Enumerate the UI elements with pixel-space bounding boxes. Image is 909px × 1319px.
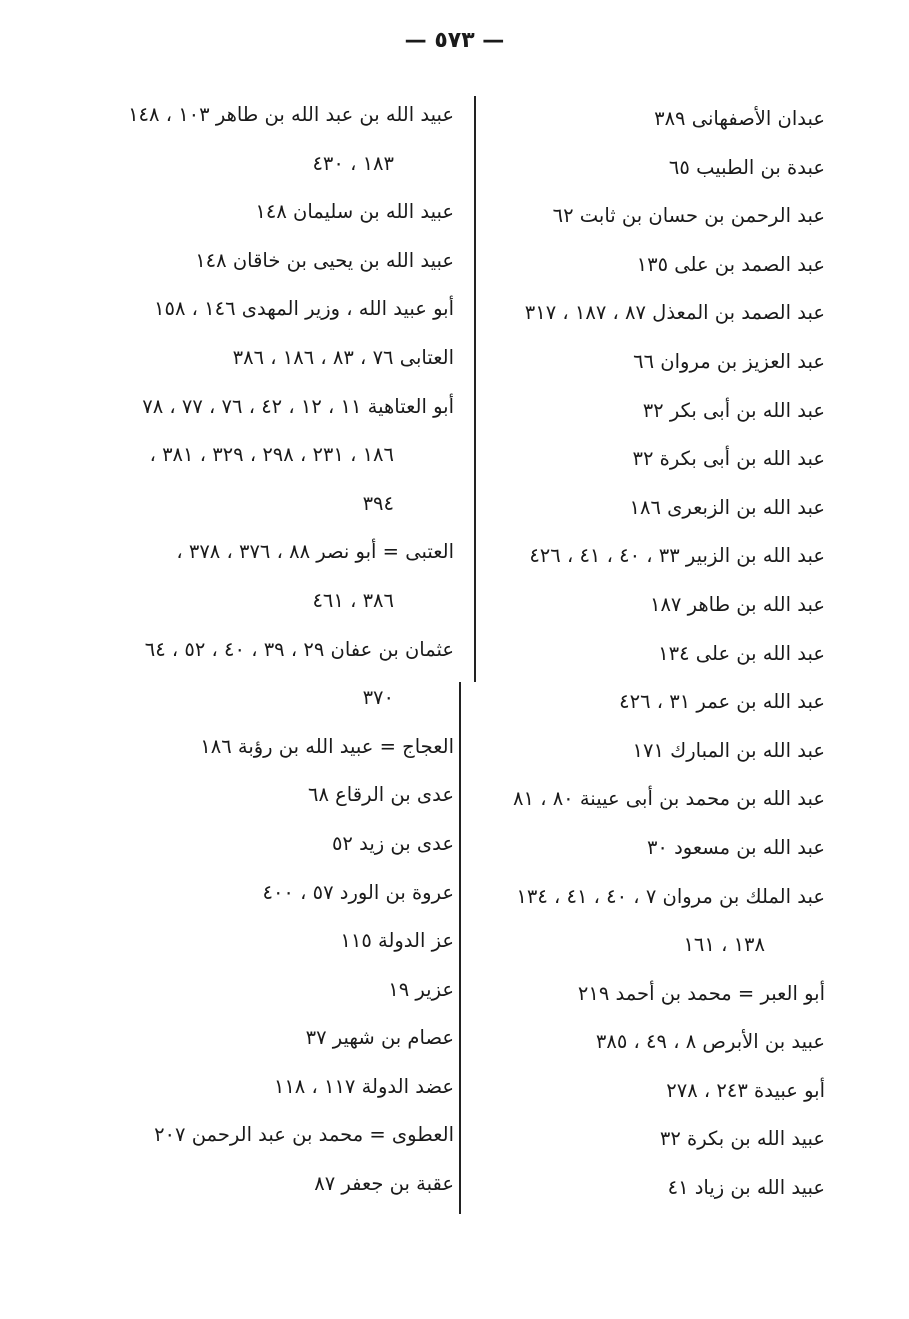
index-entry-continuation: ٣٧٠ — [362, 686, 394, 710]
index-entry: عبيد الله بن سليمان ١٤٨ — [255, 200, 454, 224]
index-entry: عدى بن زيد ٥٢ — [331, 831, 454, 855]
index-entry: عبيد الله بن يحيى بن خاقان ١٤٨ — [195, 248, 454, 272]
index-entry: عبد الملك بن مروان ٧ ، ٤٠ ، ٤١ ، ١٣٤ — [516, 884, 825, 908]
index-entry: عبيد الله بن بكرة ٣٢ — [659, 1127, 825, 1151]
index-entry: عبدة بن الطبيب ٦٥ — [668, 155, 825, 179]
index-entry: عضد الدولة ١١٧ ، ١١٨ — [273, 1074, 454, 1098]
index-entry-continuation: ١٨٦ ، ٢٣١ ، ٢٩٨ ، ٣٢٩ ، ٣٨١ ، — [149, 443, 394, 467]
index-entry: عبد الله بن الزبعرى ١٨٦ — [629, 495, 825, 519]
index-entry-continuation: ١٨٣ ، ٤٣٠ — [312, 151, 394, 175]
index-entry: عبد الصمد بن المعذل ٨٧ ، ١٨٧ ، ٣١٧ — [524, 301, 825, 325]
index-entry: عبد الصمد بن على ١٣٥ — [636, 252, 825, 276]
index-entry: عبد الله بن المبارك ١٧١ — [632, 738, 825, 762]
index-entry: أبو عبيدة ٢٤٣ ، ٢٧٨ — [666, 1078, 825, 1102]
index-entry: عثمان بن عفان ٢٩ ، ٣٩ ، ٤٠ ، ٥٢ ، ٦٤ — [144, 637, 454, 661]
page-number: — ٥٧٣ — — [404, 28, 505, 53]
index-entry: عبد الله بن الزبير ٣٣ ، ٤٠ ، ٤١ ، ٤٢٦ — [529, 544, 825, 568]
index-entry: أبو العبر = محمد بن أحمد ٢١٩ — [577, 981, 825, 1005]
index-entry: عبد الله بن طاهر ١٨٧ — [649, 592, 825, 616]
index-entry: عبيد الله بن زياد ٤١ — [667, 1176, 825, 1200]
index-entry: عبد الله بن عمر ٣١ ، ٤٢٦ — [619, 690, 825, 714]
index-entry: العطوى = محمد بن عبد الرحمن ٢٠٧ — [154, 1123, 454, 1147]
index-entry: عبد الله بن أبى بكرة ٣٢ — [632, 447, 825, 471]
index-entry: عصام بن شهير ٣٧ — [305, 1026, 454, 1050]
index-entry: عبيد بن الأبرص ٨ ، ٤٩ ، ٣٨٥ — [595, 1030, 825, 1054]
index-entry: عقبة بن جعفر ٨٧ — [314, 1172, 454, 1196]
index-entry: عبيد الله بن عبد الله بن طاهر ١٠٣ ، ١٤٨ — [128, 103, 454, 126]
index-column-left — [74, 91, 454, 1209]
index-entry: عبد الرحمن بن حسان بن ثابت ٦٢ — [552, 204, 825, 228]
index-entry: أبو عبيد الله ، وزير المهدى ١٤٦ ، ١٥٨ — [154, 297, 454, 321]
index-entry: العتبى = أبو نصر ٨٨ ، ٣٧٦ ، ٣٧٨ ، — [176, 540, 454, 564]
index-entry: عبد الله بن مسعود ٣٠ — [646, 835, 825, 859]
index-entry: أبو العتاهية ١١ ، ١٢ ، ٤٢ ، ٧٦ ، ٧٧ ، ٧٨ — [142, 394, 454, 418]
index-column-right — [439, 95, 825, 1213]
index-entry: العتابى ٧٦ ، ٨٣ ، ١٨٦ ، ٣٨٦ — [232, 345, 454, 369]
index-entry: عزير ١٩ — [388, 977, 454, 1001]
index-entry-continuation: ٣٨٦ ، ٤٦١ — [312, 588, 394, 612]
index-entry: عبد الله بن أبى بكر ٣٢ — [642, 398, 825, 422]
index-entry: عبد العزيز بن مروان ٦٦ — [633, 349, 825, 373]
index-entry-continuation: ١٣٨ ، ١٦١ — [683, 933, 765, 957]
index-entry: عز الدولة ١١٥ — [340, 929, 454, 953]
index-entry: عروة بن الورد ٥٧ ، ٤٠٠ — [262, 880, 454, 904]
index-entry: عبدان الأصفهانى ٣٨٩ — [654, 107, 825, 130]
index-entry: عبد الله بن على ١٣٤ — [658, 641, 825, 665]
index-entry: عبد الله بن محمد بن أبى عيينة ٨٠ ، ٨١ — [513, 787, 825, 811]
index-entry: العجاج = عبيد الله بن رؤبة ١٨٦ — [200, 734, 454, 758]
index-entry-continuation: ٣٩٤ — [362, 491, 394, 515]
index-entry: عدى بن الرقاع ٦٨ — [308, 783, 454, 807]
